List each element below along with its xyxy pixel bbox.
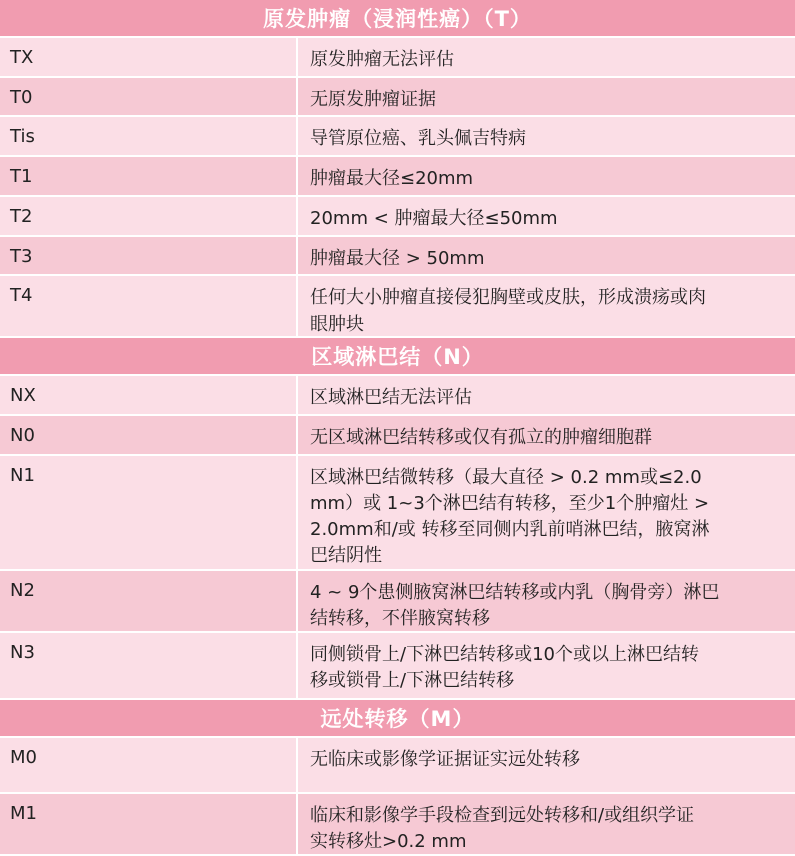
row-description: 临床和影像学手段检查到远处转移和/或组织学证 实转移灶>0.2 mm bbox=[310, 804, 695, 853]
row-code: T2 bbox=[0, 197, 298, 235]
table-row-n2 bbox=[0, 571, 795, 633]
row-description: 20mm < 肿瘤最大径≤50mm bbox=[310, 207, 558, 229]
table-row-n1 bbox=[0, 456, 795, 571]
row-code: T1 bbox=[0, 157, 298, 195]
row-code: N0 bbox=[0, 416, 298, 454]
table-row-t0 bbox=[0, 78, 795, 118]
row-description: 任何大小肿瘤直接侵犯胸壁或皮肤，形成溃疡或肉 眼肿块 bbox=[310, 287, 706, 335]
table-row-tis bbox=[0, 117, 795, 157]
row-code: T0 bbox=[0, 78, 298, 116]
table-row-t2 bbox=[0, 197, 795, 237]
row-code: N2 bbox=[0, 571, 298, 631]
row-description: 原发肿瘤无法评估 bbox=[310, 48, 454, 70]
table-row-n0 bbox=[0, 416, 795, 456]
table-row-t3 bbox=[0, 237, 795, 277]
row-description: 无临床或影像学证据证实远处转移 bbox=[310, 749, 580, 771]
table-row-m0 bbox=[0, 738, 795, 794]
table-row-nx bbox=[0, 376, 795, 416]
row-description: 区域淋巴结微转移（最大直径 > 0.2 mm或≤2.0 mm）或 1~3个淋巴结有转移，至少1个肿瘤灶 > 2.0mm和/或 转移至同侧内乳前哨淋巴结，腋窝淋 巴结阴性 bbox=[310, 466, 710, 567]
row-description: 肿瘤最大径≤20mm bbox=[310, 168, 474, 190]
row-code: Tis bbox=[0, 117, 298, 155]
row-description: 肿瘤最大径 > 50mm bbox=[310, 247, 485, 269]
section-header-t: 原发肿瘤（浸润性癌）（T） bbox=[0, 0, 795, 38]
row-code: N3 bbox=[0, 633, 298, 699]
table-row-m1 bbox=[0, 794, 795, 856]
row-code: N1 bbox=[0, 456, 298, 569]
row-description: 同侧锁骨上/下淋巴结转移或10个或以上淋巴结转 移或锁骨上/下淋巴结转移 bbox=[310, 643, 699, 691]
row-code: M1 bbox=[0, 794, 298, 854]
row-description: 区域淋巴结无法评估 bbox=[310, 387, 472, 409]
table-row-t4 bbox=[0, 276, 795, 338]
row-code: T4 bbox=[0, 276, 298, 336]
table-row-t1 bbox=[0, 157, 795, 197]
table-row-n3 bbox=[0, 633, 795, 701]
row-code: T3 bbox=[0, 237, 298, 275]
row-code: TX bbox=[0, 38, 298, 76]
row-code: NX bbox=[0, 376, 298, 414]
section-header-m: 远处转移（M） bbox=[0, 700, 795, 738]
row-description: 4 ~ 9个患侧腋窝淋巴结转移或内乳（胸骨旁）淋巴 结转移，不伴腋窝转移 bbox=[310, 581, 720, 629]
row-description: 导管原位癌、乳头佩吉特病 bbox=[310, 128, 526, 150]
row-code: M0 bbox=[0, 738, 298, 792]
row-description: 无区域淋巴结转移或仅有孤立的肿瘤细胞群 bbox=[310, 427, 652, 449]
row-description: 无原发肿瘤证据 bbox=[310, 88, 436, 110]
section-header-n: 区域淋巴结（N） bbox=[0, 338, 795, 376]
table-row-tx bbox=[0, 38, 795, 78]
